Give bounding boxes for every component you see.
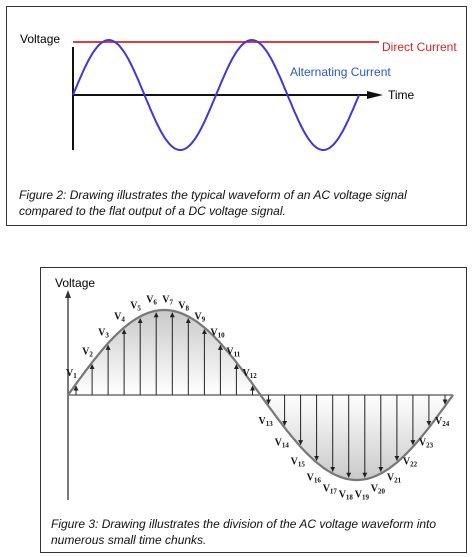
sample-label: $V_{17}$ xyxy=(322,483,337,496)
sample-label: $V_5$ xyxy=(130,300,141,313)
sample-label: $V_{14}$ xyxy=(274,437,289,450)
sample-label: $V_{21}$ xyxy=(386,472,402,485)
sample-label: $V_{18}$ xyxy=(338,489,353,502)
figure-2-panel xyxy=(6,6,467,226)
sample-label: $V_8$ xyxy=(178,300,190,313)
sample-label: $V_6$ xyxy=(146,294,157,307)
voltage-axis-label: Voltage xyxy=(20,32,61,46)
voltage-axis-label: Voltage xyxy=(55,276,96,290)
sample-label: $V_9$ xyxy=(194,311,206,324)
sample-label: $V_7$ xyxy=(162,294,174,307)
time-axis-arrowhead xyxy=(367,91,383,99)
sample-label: $V_{16}$ xyxy=(306,472,321,485)
figure-2-caption: Figure 2: Drawing illustrates the typical waveform of an AC voltage signal compared to the flat output of a DC voltage signal. xyxy=(19,188,407,218)
sample-label: $V_{22}$ xyxy=(402,456,418,469)
figure-3-caption: Figure 3: Drawing illustrates the division of the AC voltage waveform into numerous small time chunks. xyxy=(51,517,437,547)
sample-label: $V_1$ xyxy=(66,367,77,380)
voltage-axis-arrowhead xyxy=(65,290,71,298)
ac-dc-waveform-diagram xyxy=(7,7,468,185)
sample-label: $V_{11}$ xyxy=(226,346,241,359)
sample-label: $V_{12}$ xyxy=(242,367,257,380)
sample-label: $V_{19}$ xyxy=(354,489,370,502)
sample-label: $V_3$ xyxy=(98,327,109,340)
sample-label: $V_{20}$ xyxy=(370,483,386,496)
sample-label: $V_4$ xyxy=(114,311,125,324)
sample-label: $V_{23}$ xyxy=(418,437,434,450)
sample-label: $V_2$ xyxy=(82,346,93,359)
sample-label: $V_{10}$ xyxy=(210,327,225,340)
figure-3-panel xyxy=(40,267,467,553)
sample-label: $V_{15}$ xyxy=(290,456,305,469)
time-axis-label: Time xyxy=(388,88,415,102)
sampled-sine-diagram xyxy=(41,268,468,508)
direct-current-label: Direct Current xyxy=(382,40,457,54)
sample-label: $V_{24}$ xyxy=(435,416,450,429)
alternating-current-label: Alternating Current xyxy=(290,65,391,79)
sample-label: $V_{13}$ xyxy=(258,416,273,429)
